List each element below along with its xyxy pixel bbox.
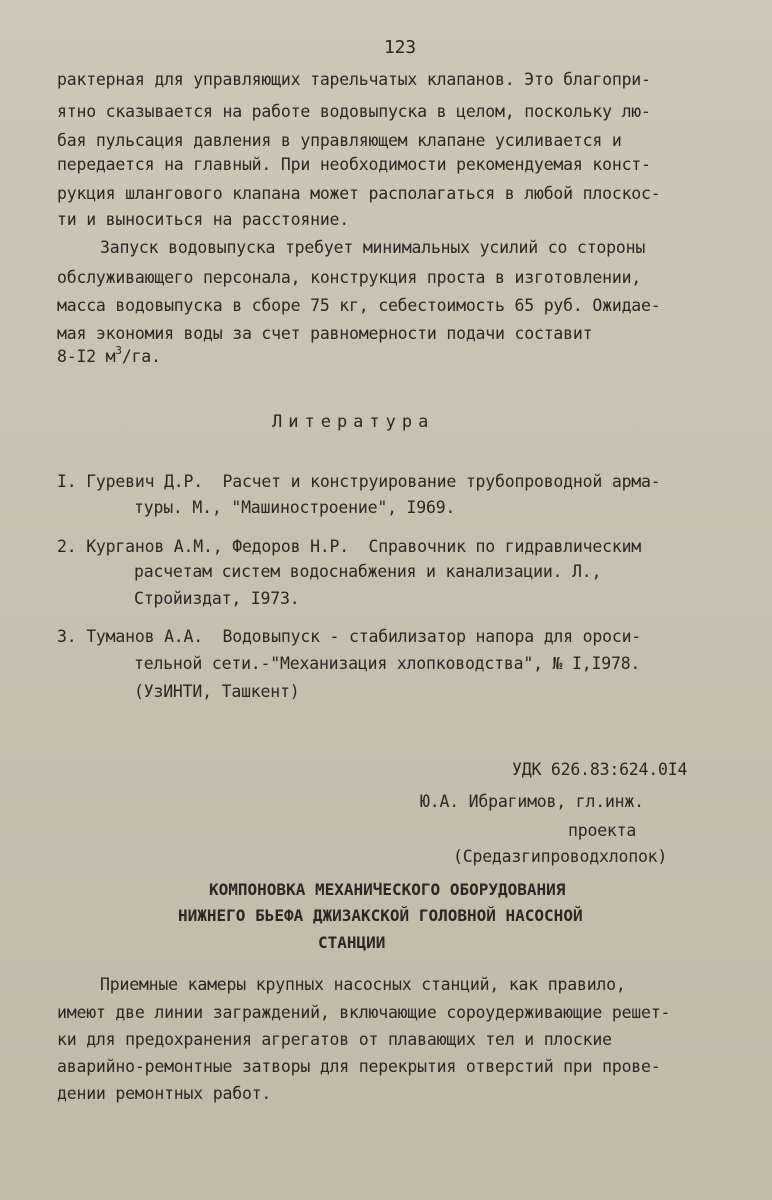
paragraph-2-line-3: масса водовыпуска в сборе 75 кг, себестоимость 65 руб. Ожидае- bbox=[57, 296, 661, 315]
article-title-line-3: СТАНЦИИ bbox=[318, 933, 386, 952]
reference-3-continuation-2: (УзИНТИ, Ташкент) bbox=[134, 682, 300, 701]
paragraph-2-line-2: обслуживающего персонала, конструкция проста в изготовлении, bbox=[57, 268, 642, 287]
paragraph-3-line-1: Приемные камеры крупных насосных станций, как правило, bbox=[100, 975, 626, 994]
paragraph-1-line-5: рукция шлангового клапана может располагаться в любой плоскос- bbox=[57, 184, 661, 203]
article-title-line-2: НИЖНЕГО БЬЕФА ДЖИЗАКСКОЙ ГОЛОВНОЙ НАСОСНОЙ bbox=[178, 906, 583, 925]
page-number: 123 bbox=[384, 37, 416, 58]
reference-3 bbox=[57, 627, 641, 647]
reference-1-text: Гуревич Д.Р. Расчет и конструирование трубопроводной арма- bbox=[86, 472, 661, 491]
reference-2-number: 2. bbox=[57, 537, 77, 556]
author-position: проекта bbox=[568, 821, 637, 840]
author-name: Ю.А. Ибрагимов, гл.инж. bbox=[420, 792, 644, 811]
paragraph-1-line-1: рактерная для управляющих тарельчатых клапанов. Это благопри- bbox=[57, 70, 651, 89]
paragraph-3-line-2: имеют две линии заграждений, включающие сороудерживающие решет- bbox=[57, 1003, 671, 1022]
reference-1-number: I. bbox=[57, 472, 77, 491]
article-title-line-1: КОМПОНОВКА МЕХАНИЧЕСКОГО ОБОРУДОВАНИЯ bbox=[209, 880, 566, 899]
paragraph-1-line-6: ти и выноситься на расстояние. bbox=[57, 210, 350, 229]
water-volume-value: 8-I2 м bbox=[57, 347, 116, 366]
water-volume-unit: /га. bbox=[121, 347, 161, 366]
paragraph-1-line-2: ятно сказывается на работе водовыпуска в целом, поскольку лю- bbox=[57, 102, 651, 121]
paragraph-2-line-5 bbox=[57, 343, 161, 367]
water-volume-superscript: 3 bbox=[115, 343, 122, 357]
paragraph-3-line-5: дении ремонтных работ. bbox=[57, 1084, 272, 1103]
reference-2-continuation-2: Стройиздат, I973. bbox=[134, 589, 300, 608]
reference-2-text: Курганов А.М., Федоров Н.Р. Справочник по гидравлическим bbox=[86, 537, 642, 556]
reference-2 bbox=[57, 537, 641, 557]
reference-2-continuation-1: расчетам систем водоснабжения и канализации. Л., bbox=[134, 562, 602, 581]
reference-3-text: Туманов А.А. Водовыпуск - стабилизатор напора для ороси- bbox=[86, 627, 642, 646]
udk-code: УДК 626.83:624.0I4 bbox=[512, 760, 688, 779]
paragraph-2-line-4: мая экономия воды за счет равномерности подачи составит bbox=[57, 324, 593, 343]
paragraph-1-line-3: бая пульсация давления в управляющем клапане усиливается и bbox=[57, 131, 622, 150]
author-organization: (Средазгипроводхлопок) bbox=[453, 847, 668, 866]
paragraph-3-line-4: аварийно-ремонтные затворы для перекрытия отверстий при прове- bbox=[57, 1057, 661, 1076]
paragraph-3-line-3: ки для предохранения агрегатов от плавающих тел и плоские bbox=[57, 1030, 612, 1049]
reference-3-number: 3. bbox=[57, 627, 77, 646]
reference-3-continuation-1: тельной сети.-"Механизация хлопководства", № I,I978. bbox=[134, 654, 641, 673]
paragraph-1-line-4: передается на главный. При необходимости рекомендуемая конст- bbox=[57, 155, 651, 174]
literature-heading: Литература bbox=[272, 412, 435, 432]
reference-1 bbox=[57, 472, 661, 492]
reference-1-continuation: туры. М., "Машиностроение", I969. bbox=[134, 498, 456, 517]
paragraph-2-line-1: Запуск водовыпуска требует минимальных усилий со стороны bbox=[100, 238, 646, 257]
